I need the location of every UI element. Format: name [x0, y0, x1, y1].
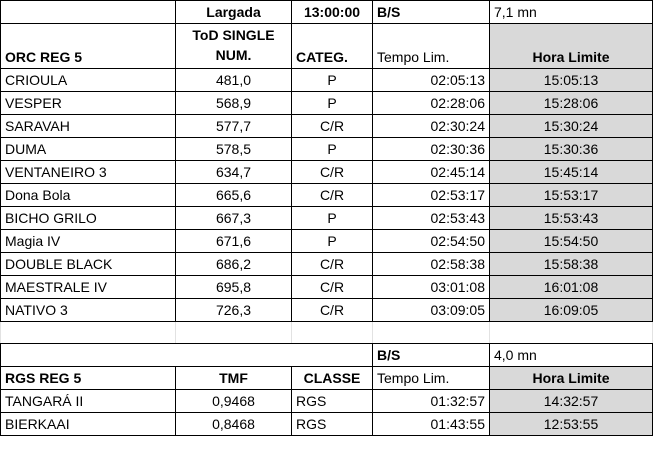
category-value: P [292, 138, 373, 161]
tod-header-line1: ToD SINGLE [192, 27, 275, 43]
rgs-hora-header: Hora Limite [490, 367, 653, 390]
hora-value: 15:53:17 [490, 184, 653, 207]
category-value: C/R [292, 299, 373, 322]
empty-cell [373, 322, 490, 344]
table-row [1, 69, 653, 92]
table-row [1, 92, 653, 115]
table-row [1, 390, 653, 413]
category-value: C/R [292, 184, 373, 207]
boat-name: NATIVO 3 [1, 299, 176, 322]
tod-value: 578,5 [176, 138, 292, 161]
table-row [1, 138, 653, 161]
category-value: P [292, 69, 373, 92]
hora-value: 15:45:14 [490, 161, 653, 184]
boat-name: DOUBLE BLACK [1, 253, 176, 276]
hora-value: 15:05:13 [490, 69, 653, 92]
hora-value: 15:54:50 [490, 230, 653, 253]
empty-cell [1, 1, 176, 24]
table-row [1, 184, 653, 207]
boat-name: Magia IV [1, 230, 176, 253]
table-row [1, 115, 653, 138]
tempo-value: 03:09:05 [373, 299, 490, 322]
tempo-value: 02:54:50 [373, 230, 490, 253]
tmf-value: 0,8468 [176, 413, 292, 436]
empty-cell [176, 344, 292, 367]
empty-cell [490, 322, 653, 344]
tempo-value: 02:53:17 [373, 184, 490, 207]
hora-value: 15:30:36 [490, 138, 653, 161]
category-value: C/R [292, 276, 373, 299]
hora-value: 15:58:38 [490, 253, 653, 276]
boat-name: TANGARÁ II [1, 390, 176, 413]
table-row [1, 413, 653, 436]
tempo-value: 02:58:38 [373, 253, 490, 276]
orc-bs-label: B/S [373, 1, 490, 24]
hora-value: 14:32:57 [490, 390, 653, 413]
category-value: C/R [292, 115, 373, 138]
tod-header [176, 24, 292, 69]
orc-group-label: ORC REG 5 [1, 24, 176, 69]
hora-value: 12:53:55 [490, 413, 653, 436]
orc-rows [1, 69, 653, 322]
empty-cell [292, 322, 373, 344]
tod-value: 577,7 [176, 115, 292, 138]
category-value: C/R [292, 253, 373, 276]
hora-value: 16:01:08 [490, 276, 653, 299]
tempo-value: 02:28:06 [373, 92, 490, 115]
orc-bs-value: 7,1 mn [490, 1, 653, 24]
empty-cell [176, 322, 292, 344]
tod-value: 695,8 [176, 276, 292, 299]
category-value: P [292, 230, 373, 253]
largada-label: Largada [176, 1, 292, 24]
hora-value: 15:30:24 [490, 115, 653, 138]
boat-name: MAESTRALE IV [1, 276, 176, 299]
table-row [1, 230, 653, 253]
hora-value: 15:28:06 [490, 92, 653, 115]
table-row [1, 253, 653, 276]
category-value: P [292, 92, 373, 115]
tod-header-line2: NUM. [215, 47, 252, 63]
category-value: P [292, 207, 373, 230]
rgs-bs-value: 4,0 mn [490, 344, 653, 367]
tod-value: 481,0 [176, 69, 292, 92]
boat-name: BICHO GRILO [1, 207, 176, 230]
tempo-value: 02:05:13 [373, 69, 490, 92]
boat-name: SARAVAH [1, 115, 176, 138]
tmf-value: 0,9468 [176, 390, 292, 413]
empty-cell [1, 344, 176, 367]
boat-name: BIERKAAI [1, 413, 176, 436]
empty-cell [1, 322, 176, 344]
orc-hora-header: Hora Limite [490, 24, 653, 69]
classe-value: RGS [292, 390, 373, 413]
hora-value: 15:53:43 [490, 207, 653, 230]
tod-value: 665,6 [176, 184, 292, 207]
empty-cell [292, 344, 373, 367]
boat-name: Dona Bola [1, 184, 176, 207]
largada-time: 13:00:00 [292, 1, 373, 24]
tempo-value: 02:30:36 [373, 138, 490, 161]
table-row [1, 276, 653, 299]
tempo-value: 02:53:43 [373, 207, 490, 230]
tempo-value: 03:01:08 [373, 276, 490, 299]
rgs-tempo-header: Tempo Lim. [373, 367, 490, 390]
orc-header-row [1, 24, 653, 69]
table-row [1, 207, 653, 230]
tmf-header: TMF [176, 367, 292, 390]
rgs-rows [1, 390, 653, 436]
tod-value: 634,7 [176, 161, 292, 184]
table-row [1, 161, 653, 184]
orc-start-row [1, 1, 653, 24]
table-row [1, 299, 653, 322]
tempo-value: 01:32:57 [373, 390, 490, 413]
classe-header: CLASSE [292, 367, 373, 390]
category-value: C/R [292, 161, 373, 184]
spacer-row [1, 322, 653, 344]
boat-name: VESPER [1, 92, 176, 115]
tempo-value: 02:30:24 [373, 115, 490, 138]
orc-tempo-header: Tempo Lim. [373, 24, 490, 69]
tod-value: 686,2 [176, 253, 292, 276]
rgs-header-row [1, 367, 653, 390]
tod-value: 568,9 [176, 92, 292, 115]
boat-name: VENTANEIRO 3 [1, 161, 176, 184]
tod-value: 671,6 [176, 230, 292, 253]
classe-value: RGS [292, 413, 373, 436]
categ-header: CATEG. [292, 24, 373, 69]
tod-value: 726,3 [176, 299, 292, 322]
rgs-bs-row [1, 344, 653, 367]
hora-value: 16:09:05 [490, 299, 653, 322]
boat-name: DUMA [1, 138, 176, 161]
tod-value: 667,3 [176, 207, 292, 230]
boat-name: CRIOULA [1, 69, 176, 92]
rgs-bs-label: B/S [373, 344, 490, 367]
rgs-group-label: RGS REG 5 [1, 367, 176, 390]
tempo-value: 01:43:55 [373, 413, 490, 436]
tempo-value: 02:45:14 [373, 161, 490, 184]
